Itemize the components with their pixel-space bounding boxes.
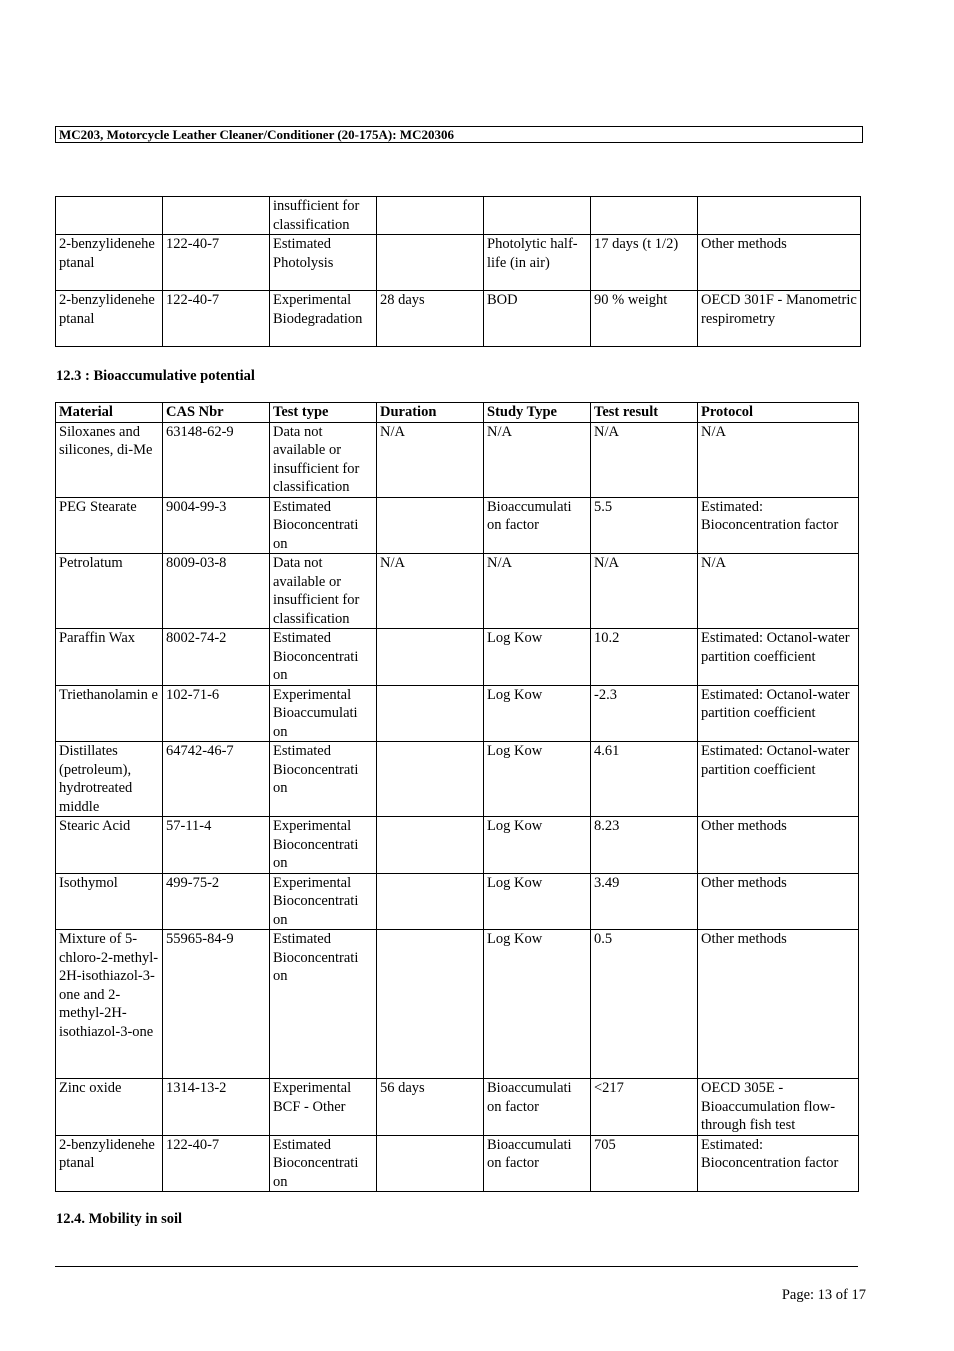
bioaccumulative-table-body: [56, 422, 859, 1192]
table-cell: Estimated Bioconcentrati on: [270, 497, 377, 554]
continued-table-body: [56, 197, 861, 347]
table-cell: 2-benzylidenehe ptanal: [56, 1135, 163, 1192]
table-cell: Estimated Bioconcentrati on: [270, 629, 377, 686]
page-number: Page: 13 of 17: [781, 1287, 866, 1303]
table-cell: [484, 197, 591, 235]
table-cell: [377, 197, 484, 235]
table-header-row: [56, 403, 859, 423]
table-row: [56, 291, 861, 347]
table-cell: [377, 742, 484, 817]
table-row: [56, 873, 859, 930]
table-cell: Siloxanes and silicones, di-Me: [56, 422, 163, 497]
table-cell: 1314-13-2: [163, 1079, 270, 1136]
table-cell: 4.61: [591, 742, 698, 817]
table-cell: [377, 1135, 484, 1192]
table-cell: 10.2: [591, 629, 698, 686]
table-cell: 17 days (t 1/2): [591, 235, 698, 291]
table-cell: Log Kow: [484, 685, 591, 742]
table-cell: 122-40-7: [163, 1135, 270, 1192]
table-cell: 705: [591, 1135, 698, 1192]
table-cell: 2-benzylidenehe ptanal: [56, 235, 163, 291]
table-cell: Other methods: [698, 873, 859, 930]
table-row: [56, 235, 861, 291]
table-cell: N/A: [484, 422, 591, 497]
table-row: [56, 1135, 859, 1192]
table-cell: [377, 235, 484, 291]
table-cell: Experimental Bioconcentrati on: [270, 873, 377, 930]
table-row: [56, 742, 859, 817]
table-cell: N/A: [484, 554, 591, 629]
table-cell: 0.5: [591, 930, 698, 1079]
table-cell: Estimated Bioconcentrati on: [270, 742, 377, 817]
table-cell: Estimated: Octanol-water partition coefficient: [698, 629, 859, 686]
column-header-material: Material: [56, 403, 163, 423]
section-heading-bioaccumulative: 12.3 : Bioaccumulative potential: [56, 368, 255, 384]
section-heading-mobility-in-soil: 12.4. Mobility in soil: [56, 1211, 183, 1227]
table-row: [56, 422, 859, 497]
bioaccumulative-potential-table: [55, 402, 859, 1192]
table-cell: 57-11-4: [163, 817, 270, 874]
column-header-study-type: Study Type: [484, 403, 591, 423]
table-cell: 5.5: [591, 497, 698, 554]
table-cell: [163, 197, 270, 235]
table-cell: Experimental Bioaccumulati on: [270, 685, 377, 742]
table-cell: Paraffin Wax: [56, 629, 163, 686]
table-cell: N/A: [698, 554, 859, 629]
column-header-test-type: Test type: [270, 403, 377, 423]
table-row: [56, 685, 859, 742]
table-cell: Estimated Photolysis: [270, 235, 377, 291]
column-header-test-result: Test result: [591, 403, 698, 423]
table-cell: 2-benzylidenehe ptanal: [56, 291, 163, 347]
table-cell: [377, 930, 484, 1079]
table-cell: N/A: [591, 554, 698, 629]
table-cell: Mixture of 5-chloro-2-methyl-2H-isothiazol-3-one and 2-methyl-2H-isothiazol-3-one: [56, 930, 163, 1079]
column-header-cas-nbr: CAS Nbr: [163, 403, 270, 423]
document-header-title: MC203, Motorcycle Leather Cleaner/Conditioner (20-175A): MC20306: [55, 126, 863, 143]
table-row: [56, 930, 859, 1079]
table-cell: OECD 301F - Manometric respirometry: [698, 291, 861, 347]
table-cell: Experimental Bioconcentrati on: [270, 817, 377, 874]
table-cell: Other methods: [698, 235, 861, 291]
table-cell: Log Kow: [484, 629, 591, 686]
table-cell: [377, 629, 484, 686]
table-cell: 64742-46-7: [163, 742, 270, 817]
table-cell: 28 days: [377, 291, 484, 347]
table-cell: 102-71-6: [163, 685, 270, 742]
table-cell: Estimated Bioconcentrati on: [270, 1135, 377, 1192]
table-cell: Bioaccumulati on factor: [484, 1135, 591, 1192]
table-row: [56, 817, 859, 874]
table-cell: 8009-03-8: [163, 554, 270, 629]
table-cell: N/A: [377, 422, 484, 497]
table-cell: N/A: [377, 554, 484, 629]
table-cell: 122-40-7: [163, 291, 270, 347]
table-cell: 8.23: [591, 817, 698, 874]
table-cell: Estimated Bioconcentrati on: [270, 930, 377, 1079]
table-cell: [377, 497, 484, 554]
table-cell: BOD: [484, 291, 591, 347]
table-cell: 90 % weight: [591, 291, 698, 347]
table-cell: 56 days: [377, 1079, 484, 1136]
table-cell: Other methods: [698, 930, 859, 1079]
table-cell: Triethanolamin e: [56, 685, 163, 742]
table-cell: [698, 197, 861, 235]
table-cell: Estimated: Bioconcentration factor: [698, 1135, 859, 1192]
table-cell: Data not available or insufficient for classification: [270, 554, 377, 629]
table-cell: Log Kow: [484, 930, 591, 1079]
table-cell: [377, 685, 484, 742]
table-row: [56, 629, 859, 686]
table-cell: 8002-74-2: [163, 629, 270, 686]
table-cell: N/A: [591, 422, 698, 497]
table-cell: Estimated: Bioconcentration factor: [698, 497, 859, 554]
table-cell: [377, 817, 484, 874]
table-cell: Log Kow: [484, 742, 591, 817]
table-cell: Isothymol: [56, 873, 163, 930]
table-cell: Bioaccumulati on factor: [484, 1079, 591, 1136]
continued-ecotox-table: [55, 196, 861, 347]
table-cell: Log Kow: [484, 873, 591, 930]
table-cell: Stearic Acid: [56, 817, 163, 874]
table-cell: Estimated: Octanol-water partition coefficient: [698, 685, 859, 742]
table-cell: OECD 305E - Bioaccumulation flow-through fish test: [698, 1079, 859, 1136]
table-cell: Experimental BCF - Other: [270, 1079, 377, 1136]
table-cell: N/A: [698, 422, 859, 497]
table-cell: [56, 197, 163, 235]
table-cell: Log Kow: [484, 817, 591, 874]
table-cell: [377, 873, 484, 930]
column-header-protocol: Protocol: [698, 403, 859, 423]
table-cell: insufficient for classification: [270, 197, 377, 235]
table-row: [56, 197, 861, 235]
table-cell: 3.49: [591, 873, 698, 930]
table-cell: <217: [591, 1079, 698, 1136]
footer-divider: [55, 1266, 858, 1267]
table-cell: 499-75-2: [163, 873, 270, 930]
table-cell: Data not available or insufficient for classification: [270, 422, 377, 497]
column-header-duration: Duration: [377, 403, 484, 423]
table-cell: Photolytic half-life (in air): [484, 235, 591, 291]
table-cell: Distillates (petroleum), hydrotreated middle: [56, 742, 163, 817]
table-row: [56, 554, 859, 629]
table-cell: -2.3: [591, 685, 698, 742]
table-row: [56, 497, 859, 554]
table-cell: Other methods: [698, 817, 859, 874]
table-cell: 55965-84-9: [163, 930, 270, 1079]
table-cell: 9004-99-3: [163, 497, 270, 554]
table-cell: Petrolatum: [56, 554, 163, 629]
table-cell: Experimental Biodegradation: [270, 291, 377, 347]
table-cell: Estimated: Octanol-water partition coefficient: [698, 742, 859, 817]
table-cell: Zinc oxide: [56, 1079, 163, 1136]
table-cell: [591, 197, 698, 235]
table-row: [56, 1079, 859, 1136]
table-cell: Bioaccumulati on factor: [484, 497, 591, 554]
table-cell: PEG Stearate: [56, 497, 163, 554]
table-cell: 122-40-7: [163, 235, 270, 291]
table-cell: 63148-62-9: [163, 422, 270, 497]
